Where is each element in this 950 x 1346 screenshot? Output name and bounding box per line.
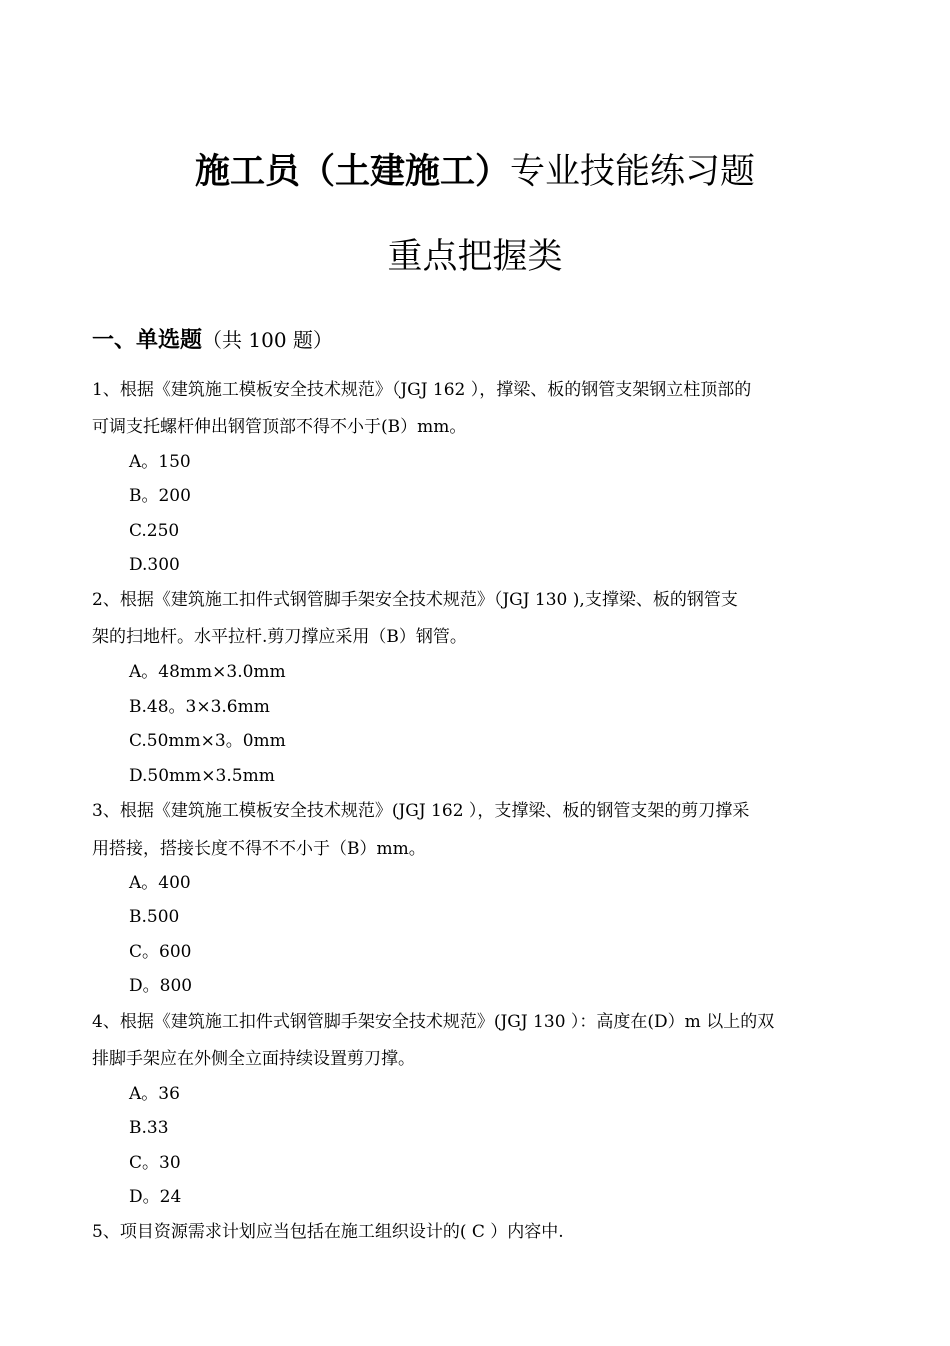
question-1-option-d: D.300	[129, 555, 180, 575]
question-4-option-d: D。24	[129, 1187, 182, 1207]
question-2-option-a: A。48mm×3.0mm	[129, 662, 286, 682]
question-1-option-a: A。150	[129, 452, 191, 472]
question-4-option-a: A。36	[129, 1084, 180, 1104]
document-title-bold: 施工员（土建施工）	[194, 152, 510, 192]
question-3-option-d: D。800	[129, 976, 193, 996]
question-1-line-2: 可调支托螺杆伸出钢管顶部不得不小于(B）mm。	[92, 417, 467, 437]
question-2-option-b: B.48。3×3.6mm	[129, 697, 270, 717]
section-heading-text: 一、单选题	[92, 328, 203, 353]
question-4-option-c: C。30	[129, 1153, 181, 1173]
question-3-option-a: A。400	[129, 873, 191, 893]
question-2-option-d: D.50mm×3.5mm	[129, 766, 275, 786]
question-5-line-1: 5、项目资源需求计划应当包括在施工组织设计的( C ）内容中.	[92, 1222, 564, 1242]
section-heading	[92, 325, 333, 356]
question-3-line-2: 用搭接，搭接长度不得不不小于（B）mm。	[92, 839, 426, 859]
document-title	[0, 152, 950, 192]
question-4-option-b: B.33	[129, 1118, 169, 1138]
question-1-option-c: C.250	[129, 521, 180, 541]
document-subtitle: 重点把握类	[387, 237, 563, 277]
question-2-line-1: 2、根据《建筑施工扣件式钢管脚手架安全技术规范》（JGJ 130 ),支撑梁、板的钢管支	[92, 590, 738, 610]
question-3-line-1: 3、根据《建筑施工模板安全技术规范》(JGJ 162 ），支撑梁、板的钢管支架的剪刀撑采	[92, 801, 750, 821]
question-2-option-c: C.50mm×3。0mm	[129, 731, 286, 751]
question-2-line-2: 架的扫地杆。水平拉杆.剪刀撑应采用（B）钢管。	[92, 627, 467, 647]
question-3-option-b: B.500	[129, 907, 180, 927]
document-title-rest: 专业技能练习题	[510, 152, 756, 192]
question-1-line-1: 1、根据《建筑施工模板安全技术规范》（JGJ 162 ），撑梁、板的钢管支架钢立柱顶部的	[92, 380, 752, 400]
question-4-line-1: 4、根据《建筑施工扣件式钢管脚手架安全技术规范》(JGJ 130 ）：高度在(D）m 以上的双	[92, 1012, 775, 1032]
section-heading-note: （共 100 题）	[202, 328, 333, 352]
question-3-option-c: C。600	[129, 942, 192, 962]
question-1-option-b: B。200	[129, 486, 191, 506]
question-4-line-2: 排脚手架应在外侧全立面持续设置剪刀撑。	[92, 1049, 415, 1069]
